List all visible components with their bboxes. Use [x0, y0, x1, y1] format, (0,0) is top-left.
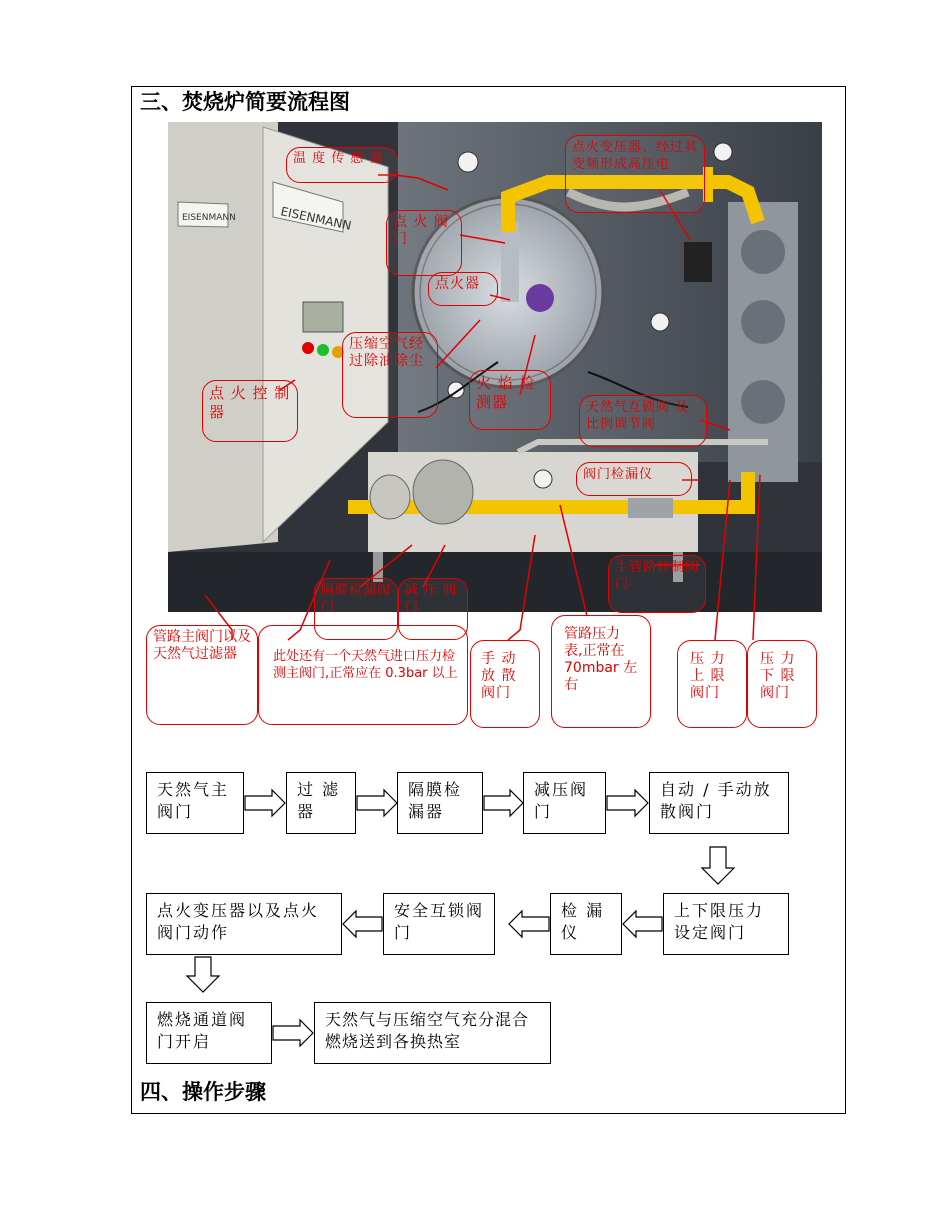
callout-manual-release-valve: 手 动 放 散 阀门	[470, 640, 540, 728]
callout-compressed-air: 压缩空气经过除油除尘	[342, 332, 438, 418]
flow-box-gas-main-valve: 天然气主阀门	[146, 772, 244, 834]
callout-main-pipe-control-valve: 主管路控制阀门	[608, 555, 706, 613]
callout-pressure-lower-limit-valve: 压 力 下 限 阀门	[747, 640, 817, 728]
flow-box-safety-interlock-valve: 安全互锁阀门	[383, 893, 495, 955]
flow-box-ignition-transformer-valve: 点火变压器以及点火阀门动作	[146, 893, 342, 955]
callout-gas-interlock: 天然气互锁阀 及比例调节阀	[579, 395, 707, 447]
panel-small-brand: EISENMANN	[182, 213, 236, 223]
callout-pressure-upper-limit-valve: 压 力 上 限 阀门	[677, 640, 747, 728]
flow-box-diaphragm-leak-detector: 隔膜检漏器	[397, 772, 483, 834]
flow-box-pressure-reducing-valve: 减压阀门	[523, 772, 606, 834]
callout-ignition-transformer: 点火变压器、经过其变频形成高压电	[565, 135, 705, 213]
incinerator-photo-drawing	[168, 122, 822, 612]
incinerator-photo	[168, 122, 822, 612]
callout-flame-detector: 火 焰 检 测器	[469, 370, 551, 430]
callout-valve-leak-detector: 阀门检漏仪	[576, 462, 692, 496]
callout-main-valve-filter: 管路主阀门以及天然气过滤器	[146, 625, 258, 725]
callout-pipe-pressure-gauge: 管路压力表,正常在 70mbar 左右	[551, 615, 651, 728]
callout-temperature-sensor: 温 度 传 感 器	[286, 147, 398, 183]
callout-ignition-valve: 点 火 阀门	[386, 210, 462, 276]
callout-inlet-pressure-note: 此处还有一个天然气进口压力检测主阀门,正常应在 0.3bar 以上	[258, 625, 468, 725]
callout-ignition-controller: 点 火 控 制器	[202, 380, 298, 442]
section-title-operation-steps: 四、操作步骤	[140, 1080, 266, 1104]
flow-box-release-valve: 自动 / 手动放散阀门	[649, 772, 789, 834]
flow-box-mixed-combustion: 天然气与压缩空气充分混合燃烧送到各换热室	[314, 1002, 551, 1064]
panel-brand: EISENMANN	[279, 204, 353, 233]
flow-box-combustion-channel-valve: 燃烧通道阀门开启	[146, 1002, 272, 1064]
callout-diaphragm-leak-valve: 隔膜检漏阀门	[314, 578, 398, 640]
callout-pressure-reducing-valve: 减 压 阀门	[398, 578, 468, 640]
section-title-flowchart: 三、焚烧炉简要流程图	[140, 90, 350, 114]
flow-box-limit-pressure-valve: 上下限压力设定阀门	[663, 893, 789, 955]
flow-box-leak-detector: 检 漏 仪	[550, 893, 622, 955]
callout-igniter: 点火器	[428, 272, 498, 306]
flow-box-filter: 过 滤 器	[286, 772, 356, 834]
